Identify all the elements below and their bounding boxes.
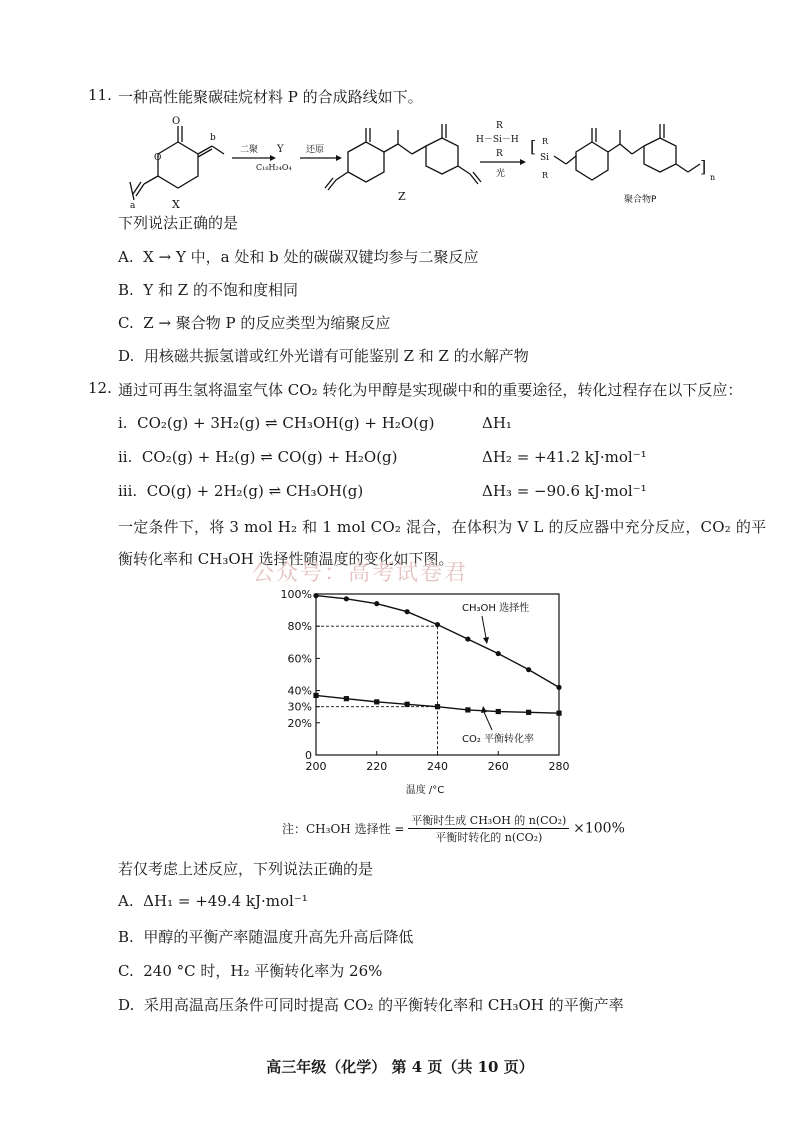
reaction-equation: CO(g) + 2H₂(g) ⇌ CH₃OH(g) [146,482,364,500]
data-point-co2 [435,704,440,709]
arrow-3-label: 光 [496,169,506,179]
y-tick-label: 30% [287,700,312,714]
q11-option-a [118,246,478,267]
reaction-i-dh: ΔH₁ [482,414,512,432]
arrow-1-label: 二聚 [240,145,259,155]
note-fraction [408,812,569,845]
x-tick-label: 260 [487,760,509,773]
data-point-co2 [465,707,470,712]
data-point-co2 [556,711,561,716]
molecule-z [325,124,481,190]
p-r-top: R [542,137,549,146]
option-key: A. [118,248,134,266]
y-tick-label: 80% [287,620,312,634]
q12-condition-line1: 一定条件下，将 3 mol H₂ 和 1 mol CO₂ 混合，在体积为 V L 的反应器中充分反应，CO₂ 的平 [118,518,767,536]
reaction-label: iii. [118,482,138,500]
q12-prompt: 若仅考虑上述反应，下列说法正确的是 [118,860,374,878]
data-point-selectivity [526,667,531,672]
si-label: Si [540,153,550,163]
q12-option-c [118,960,382,981]
option-key: A. [118,892,134,910]
chart-axes [316,594,559,755]
data-point-co2 [496,709,501,714]
x-tick-label: 220 [366,760,388,773]
option-text: X → Y 中，a 处和 b 处的碳碳双键均参与二聚反应 [143,248,479,266]
q12-stem: 通过可再生氢将温室气体 CO₂ 转化为甲醇是实现碳中和的重要途径，转化过程存在以下反应： [118,381,743,399]
selectivity-note [282,812,625,845]
reaction-label: ii. [118,448,133,466]
q11-option-c [118,312,390,333]
data-point-selectivity [496,651,501,656]
series-label-selectivity-pointer [482,616,486,638]
q11-option-d [118,345,529,366]
data-point-co2 [526,710,531,715]
data-point-selectivity [374,601,379,606]
reagent-r-bottom: R [496,149,503,159]
q12-option-b [118,926,413,947]
q11-number: 11. [88,86,112,104]
option-text: Y 和 Z 的不饱和度相同 [143,281,298,299]
series-label-co2-pointer [484,712,492,730]
option-text: 用核磁共振氢谱或红外光谱有可能鉴别 Z 和 Z 的水解产物 [143,347,529,365]
option-text: 240 °C 时，H₂ 平衡转化率为 26% [143,962,383,980]
q12-option-a [118,892,308,910]
option-key: D. [118,996,135,1014]
y-tick-label: 20% [287,716,312,730]
page-footer: 高三年级（化学） 第 4 页（共 10 页） [266,1058,534,1076]
reaction-i [118,414,434,432]
data-point-co2 [374,699,379,704]
watermark: 公众号：高考试卷君 [252,561,469,586]
x-tick-label: 240 [427,760,448,773]
data-point-selectivity [344,596,349,601]
reaction-iii [118,482,363,500]
y-label: Y [277,144,284,155]
q11-prompt: 下列说法正确的是 [118,214,239,232]
option-key: B. [118,281,134,299]
p-r-bottom: R [542,171,549,180]
label-z: Z [398,190,406,203]
data-point-selectivity [405,609,410,614]
product-label: 聚合物P [624,195,657,205]
y-tick-label: 60% [287,652,312,666]
plot-frame [316,594,559,755]
y-tick-label: 40% [287,684,312,698]
label-a: a [130,201,136,211]
chart-ticks [281,588,570,773]
data-point-selectivity [556,685,561,690]
data-point-selectivity [465,636,470,641]
x-tick-label: 280 [548,760,570,773]
q12-chart [250,582,580,797]
series-label-co2: CO₂ 平衡转化率 [462,734,535,745]
reaction-equation: CO₂(g) + H₂(g) ⇌ CO(g) + H₂O(g) [141,448,398,466]
x-tick-label: 200 [305,760,327,773]
option-text: Z → 聚合物 P 的反应类型为缩聚反应 [143,314,391,332]
q11-stem: 一种高性能聚碳硅烷材料 P 的合成路线如下。 [118,88,423,106]
series-label-selectivity: CH₃OH 选择性 [462,603,530,614]
note-prefix: 注：CH₃OH 选择性 = [282,822,405,836]
bracket-right: ] [700,157,707,176]
bracket-left: [ [530,137,537,156]
reagent-r-top: R [496,121,503,131]
option-key: C. [118,314,134,332]
label-b: b [210,133,216,143]
data-point-selectivity [435,622,440,627]
option-key: D. [118,347,135,365]
y-formula: C₁₈H₂₄O₄ [256,163,292,172]
reaction-ii-dh: ΔH₂ = +41.2 kJ·mol⁻¹ [482,448,647,466]
q12-option-d [118,994,624,1015]
q11-option-b [118,279,298,300]
reaction-ii [118,448,398,466]
note-numerator: 平衡时生成 CH₃OH 的 n(CO₂) [408,812,569,829]
y-tick-label: 0 [305,749,312,762]
data-point-co2 [405,702,410,707]
label-x: X [172,198,180,211]
q11-reaction-scheme [100,112,740,212]
note-suffix: ×100% [573,820,625,837]
option-key: C. [118,962,134,980]
n-label: n [710,173,716,182]
option-text: ΔH₁ = +49.4 kJ·mol⁻¹ [143,892,308,910]
ring-o-label: O [154,153,162,163]
option-text: 采用高温高压条件可同时提高 CO₂ 的平衡转化率和 CH₃OH 的平衡产率 [143,996,624,1014]
reaction-iii-dh: ΔH₃ = −90.6 kJ·mol⁻¹ [482,482,647,500]
arrow-2-label: 还原 [306,145,325,155]
option-text: 甲醇的平衡产率随温度升高先升高后降低 [143,928,414,946]
option-key: B. [118,928,134,946]
reagent-silane: H－Si－H [476,135,519,145]
x-axis-label: 温度 /°C [405,785,445,796]
chart-reference-lines [316,626,438,755]
data-point-selectivity [313,593,318,598]
q12-number: 12. [88,379,112,397]
y-tick-label: 100% [280,588,312,601]
o-label: O [172,116,181,127]
reaction-label: i. [118,414,128,432]
polymer-p [554,124,700,180]
data-point-co2 [344,696,349,701]
reaction-equation: CO₂(g) + 3H₂(g) ⇌ CH₃OH(g) + H₂O(g) [137,414,435,432]
note-denominator: 平衡时转化的 n(CO₂) [435,831,543,844]
q12-condition-line2: 衡转化率和 CH₃OH 选择性随温度的变化如下图。 [118,550,454,568]
data-point-co2 [313,693,318,698]
